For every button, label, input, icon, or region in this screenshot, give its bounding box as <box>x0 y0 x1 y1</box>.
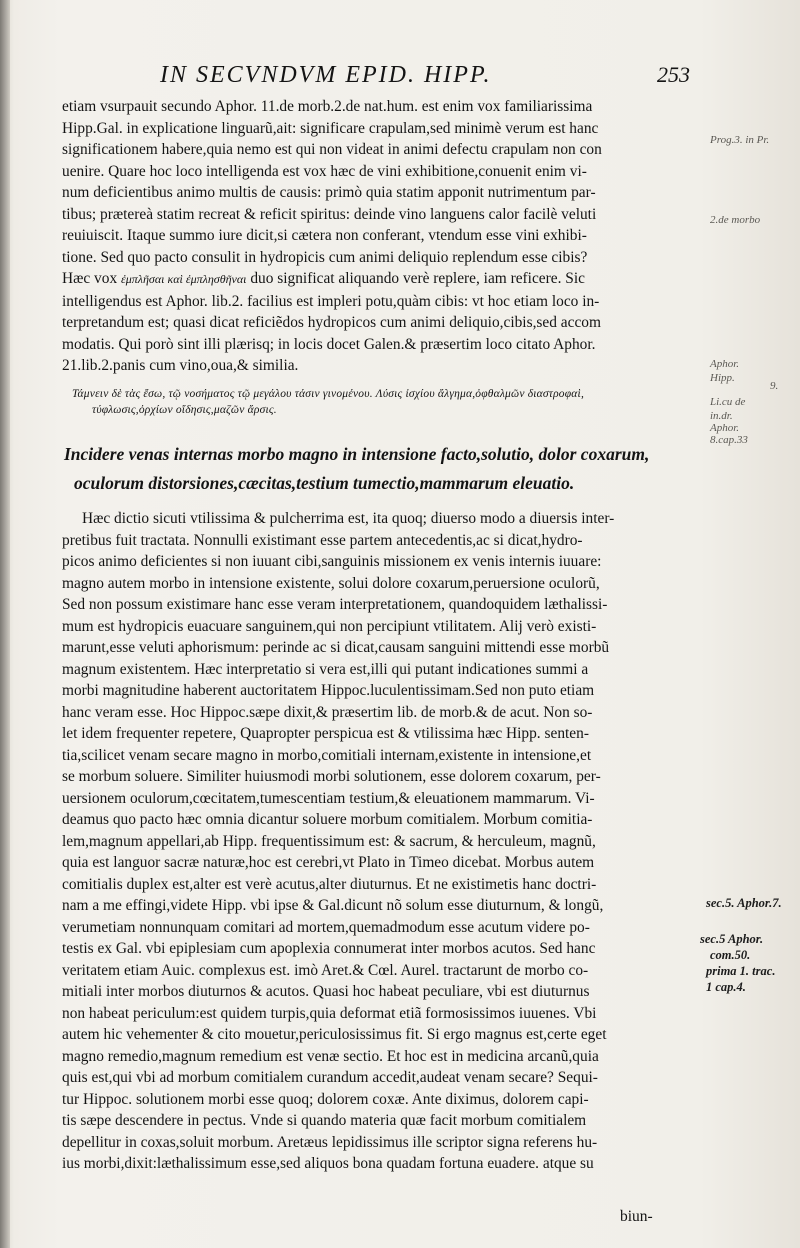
text-line: intelligendus est Aphor. lib.2. facilius est impleri potu,quàm cibis: vt hoc etiam loco in- <box>62 292 600 310</box>
text-line: morbi magnitudine haberent auctoritatem Hippoc.luculentissimam.Sed non puto etiam <box>62 682 595 699</box>
text-line: quis est,qui vbi ad morbum comitialem curandum accedit,audeat venam secare? Sequi- <box>62 1069 598 1086</box>
text-line: ius morbi,dixit:læthalissimum esse,sed aliquos bona quadam fortuna euadere. atque su <box>62 1155 594 1172</box>
running-head: IN SECVNDVM EPID. HIPP. <box>160 62 492 88</box>
text-line: Hæc dictio sicuti vtilissima & pulcherrima est, ita quoq; diuerso modo a diuersis inter- <box>82 510 615 527</box>
margin-note-reference: sec.5. Aphor.7. <box>706 896 782 910</box>
text-line: marunt,esse veluti aphorismum: perinde ac si dicat,causam sanguini mittendi esse morbũ <box>62 639 610 656</box>
text-fragment: duo significat aliquando verè replere, iam reficere. Sic <box>246 270 585 287</box>
page-header <box>120 62 690 90</box>
text-line: tibus; prætereà statim recreat & reficit spiritus: deinde vino languens calor facilè veluti <box>62 205 597 223</box>
greek-line: τύφλωσις,ὀρχίων οἴδησις,μαζῶν ἄρσις. <box>92 404 277 416</box>
text-line: non habeat periculum:est quidem turpis,quia deformat etiã formosissimos iuuenes. Vbi <box>62 1004 597 1022</box>
margin-note: Li.cu de <box>710 396 746 408</box>
text-line: tia,scilicet venam secare magno in morbo,comitiali internam,existente in intensione,et <box>62 746 592 764</box>
text-line: 21.lib.2.panis cum vino,oua,& similia. <box>62 357 299 374</box>
text-line: magno autem morbo in intensione existente, solui dolore coxarum,peruersione oculorũ, <box>62 574 600 592</box>
greek-gloss: ἐμπλῆσαι καὶ ἐμπλησθῆναι <box>121 272 247 286</box>
text-line: hanc veram esse. Hoc Hippoc.sæpe dixit,& præsertim lib. de morb.& de acut. Non so- <box>62 703 593 721</box>
text-line: magnum existentem. Hæc interpretatio si vera est,illi qui putant indicationes summi a <box>62 660 589 678</box>
text-line: nam a me effingi,videte Hipp. vbi ipse & Gal.dicunt nõ solum esse diuturnum, & longũ, <box>62 897 604 914</box>
margin-note: 8.cap.33 <box>710 434 748 446</box>
margin-note-reference: sec.5 Aphor. <box>700 932 764 946</box>
text-line: pretibus fuit tractata. Nonnulli existimant esse partem antecedentis,ac si dicat,hydro- <box>62 531 583 549</box>
aphorism-line: Incidere venas internas morbo magno in intensione facto,solutio, dolor coxarum, <box>64 444 650 464</box>
text-line: testis ex Gal. vbi epiplesiam cum apoplexia connumerat inter morbos acutos. Sed hanc <box>62 940 596 957</box>
text-line: lem,magnum appellari,ab Hipp. frequentissimum est: & sacrum, & herculeum, magnũ, <box>62 832 596 850</box>
text-line: modatis. Qui porò sint illi plærisq; in locis docet Galen.& præsertim loco citato Aphor. <box>62 335 596 353</box>
margin-note: in.dr. <box>710 410 733 422</box>
paragraph-commentary-2 <box>62 508 704 1175</box>
text-line: se morbum soluere. Similiter huiusmodi morbi solutionem, esse dolorem coxarum, per- <box>62 768 601 785</box>
aphorism-line: oculorum distorsiones,cæcitas,testium tumectio,mammarum eleuatio. <box>74 473 575 493</box>
text-line: mum est hydropicis euacuare sanguinem,qui non percipiunt vtilitatem. Alij verò existi- <box>62 617 597 635</box>
text-line: magno remedio,magnum remedium est venæ sectio. Et hoc est in medicina arcanũ,quia <box>62 1047 599 1065</box>
text-line: Hipp.Gal. in explicatione linguarũ,ait: significare crapulam,sed minimè verum est hanc <box>62 119 599 137</box>
margin-note-reference: com.50. <box>710 948 751 962</box>
text-line: deamus quo pacto hæc omnia dicantur soluere morbum comitialem. Morbum comitia- <box>62 811 593 828</box>
margin-note: Aphor. <box>710 358 740 370</box>
text-line: terpretandum est; quasi dicat reficiẽdos hydropicos cum animi deliquio,cibis,sed accom <box>62 314 601 331</box>
text-line: tur Hippoc. solutionem morbi esse quoq; dolorem coxæ. Ante diximus, dolorem capi- <box>62 1090 589 1108</box>
text-line: autem hic vehementer & cito mouetur,periculosissimus fit. Si ergo magnus est,certe eget <box>62 1026 607 1043</box>
margin-note: 9. <box>770 380 779 392</box>
text-line: significationem habere,quia nemo est qui non videat in animi defectu crapulam non con <box>62 141 602 158</box>
greek-quotation <box>72 386 712 418</box>
aphorism-lemma <box>64 440 710 498</box>
text-line: num deficientibus animo multis de causis: primò quia statim apponit nutrimentum par- <box>62 184 596 201</box>
page-number: 253 <box>657 62 690 87</box>
text-line: mitiali inter morbos diuturnos & acutos. Quasi hoc habeat peculiare, vbi est diuturnus <box>62 983 590 1000</box>
text-line-with-greek <box>62 268 704 291</box>
margin-note: Prog.3. in Pr. <box>710 134 770 146</box>
margin-note: Aphor. <box>710 422 740 434</box>
margin-note: 2.de morbo <box>710 214 761 226</box>
text-line: uenire. Quare hoc loco intelligenda est vox hæc de vini exhibitione,conuenit enim vi- <box>62 162 587 180</box>
margin-note-reference: prima 1. trac. <box>706 964 776 978</box>
greek-line: Τάμνειν δὲ τὰς ἔσω, τῷ νοσήματος τῷ μεγάλου τάσιν γινομένου. Λύσις ἰσχίου ἄλγημα,ὀφθαλμῶν διαστροφαὶ, <box>72 388 585 400</box>
text-line: Sed non possum existimare hanc esse veram interpretationem, quandoquidem læthalissi- <box>62 596 608 613</box>
text-line: picos animo deficientes si non iuuant cibi,sanguinis missionem ex venis internis iuuare: <box>62 553 602 570</box>
text-fragment: Hæc vox <box>62 270 121 287</box>
margin-notes <box>700 0 800 1248</box>
margin-note-reference: 1 cap.4. <box>706 980 746 994</box>
text-line: etiam vsurpauit secundo Aphor. 11.de morb.2.de nat.hum. est enim vox familiarissima <box>62 98 593 115</box>
text-line: verumetiam nonnunquam comitari ad mortem,quemadmodum esse acutum videre po- <box>62 918 590 936</box>
text-line: let idem frequenter repetere, Quapropter perspicua est & vtilissima hæc Hipp. senten- <box>62 725 589 742</box>
text-line: quia est languor sacræ naturæ,hoc est cerebri,vt Plato in Timeo dicebat. Morbus autem <box>62 854 595 871</box>
binding-shadow <box>0 0 10 1248</box>
text-line: veritatem etiam Auic. complexus est. imò Aret.& Cœl. Aurel. tractarunt de morbo co- <box>62 961 589 979</box>
catchword: biun- <box>620 1208 653 1225</box>
text-line: tis sæpe descendere in pectus. Vnde si quando materia quæ facit morbum comitialem <box>62 1112 587 1129</box>
margin-note: Hipp. <box>710 372 735 384</box>
text-line: uersionem oculorum,cœcitatem,tumescentiam testium,& eleuationem mammarum. Vi- <box>62 789 595 807</box>
text-line: reuiuiscit. Itaque summo iure dicit,si cætera non conferant, vtendum esse vini exhibi- <box>62 227 587 244</box>
paragraph-commentary-1 <box>62 96 704 377</box>
text-line: depellitur in coxas,soluit morbum. Aretæus lepidissimus ille scriptor signa referens hu- <box>62 1133 598 1151</box>
text-line: tione. Sed quo pacto consulit in hydropicis cum animi deliquio replendum esse cibis? <box>62 248 588 266</box>
text-line: comitialis duplex est,alter est verè acutus,alter diuturnus. Et ne existimetis hanc doctri- <box>62 875 597 893</box>
